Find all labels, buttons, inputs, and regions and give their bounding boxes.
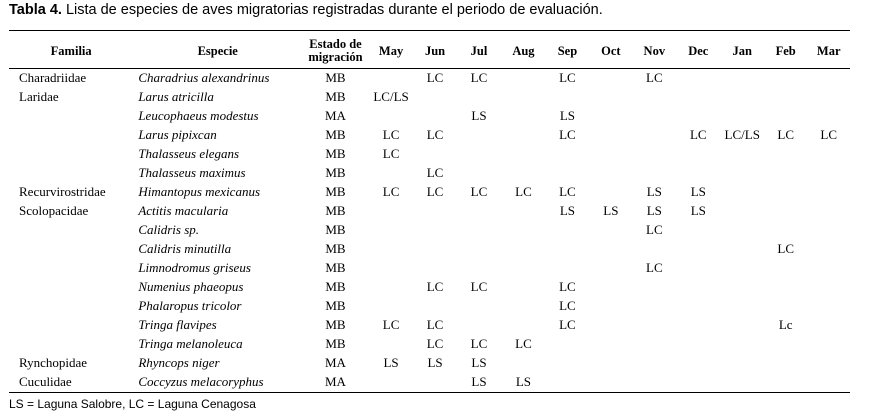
month-record-cell — [807, 68, 850, 87]
month-record-cell — [633, 296, 676, 315]
month-record-cell — [633, 277, 676, 296]
month-record-cell — [807, 182, 850, 201]
table-row — [9, 201, 850, 220]
species-cell: Calidris sp. — [138, 222, 200, 237]
month-record-cell — [764, 220, 807, 239]
caption-label: Tabla 4. — [9, 2, 62, 18]
month-record-cell — [807, 258, 850, 277]
month-record-cell — [764, 144, 807, 163]
table-row — [9, 87, 850, 106]
month-record-cell — [501, 296, 545, 315]
month-record-cell — [546, 220, 589, 239]
month-record-cell — [676, 315, 720, 334]
family-cell — [9, 163, 133, 182]
month-record-cell — [721, 258, 764, 277]
month-record-cell — [764, 163, 807, 182]
month-record-cell — [369, 239, 413, 258]
header-row — [9, 34, 850, 68]
month-record-cell — [633, 372, 676, 391]
family-cell — [9, 277, 133, 296]
month-record-cell: LC — [689, 127, 707, 142]
month-record-cell — [721, 239, 764, 258]
month-record-cell — [589, 315, 632, 334]
month-record-cell: LC — [426, 317, 444, 332]
month-record-cell — [676, 372, 720, 391]
column-header-month: Dec — [688, 43, 709, 58]
month-record-cell — [546, 353, 589, 372]
month-record-cell — [764, 334, 807, 353]
month-record-cell — [589, 106, 632, 125]
month-record-cell — [457, 239, 501, 258]
table-row — [9, 144, 850, 163]
month-record-cell — [501, 353, 545, 372]
table-row — [9, 239, 850, 258]
species-cell: Tringa melanoleuca — [138, 336, 243, 351]
month-record-cell: LC — [646, 70, 663, 85]
column-header-month: Feb — [775, 43, 796, 58]
month-record-cell — [457, 258, 501, 277]
month-record-cell — [633, 239, 676, 258]
month-record-cell — [589, 220, 632, 239]
month-record-cell — [589, 258, 632, 277]
month-record-cell: LC — [515, 184, 532, 199]
month-record-cell: LC — [820, 127, 838, 142]
month-record-cell — [721, 87, 764, 106]
month-record-cell: LS — [646, 203, 662, 218]
family-cell — [9, 220, 133, 239]
month-record-cell: LS — [559, 108, 575, 123]
month-record-cell — [589, 87, 632, 106]
month-record-cell — [807, 315, 850, 334]
species-cell: Phalaropus tricolor — [138, 298, 242, 313]
month-record-cell — [721, 296, 764, 315]
table-row — [9, 315, 850, 334]
month-record-cell — [807, 372, 850, 391]
month-record-cell — [413, 201, 456, 220]
month-record-cell — [501, 68, 545, 87]
species-cell: Himantopus mexicanus — [138, 184, 261, 199]
month-record-cell — [807, 144, 850, 163]
month-record-cell — [721, 334, 764, 353]
month-record-cell: LC — [382, 317, 400, 332]
bottom-rule — [9, 392, 850, 393]
caption-text: Lista de especies de aves migratorias registradas durante el periodo de evaluación. — [61, 2, 603, 18]
month-record-cell: LC — [470, 184, 488, 199]
month-record-cell — [369, 258, 413, 277]
family-cell — [9, 296, 133, 315]
family-cell — [9, 239, 133, 258]
month-record-cell — [721, 163, 764, 182]
month-record-cell — [589, 163, 632, 182]
month-record-cell — [369, 106, 413, 125]
month-record-cell — [633, 144, 676, 163]
month-record-cell — [546, 239, 589, 258]
month-record-cell — [764, 182, 807, 201]
month-record-cell — [589, 144, 632, 163]
family-cell: Cuculidae — [19, 374, 72, 389]
migration-status-cell: MB — [325, 260, 346, 275]
month-record-cell: LS — [471, 108, 487, 123]
month-record-cell — [369, 372, 413, 391]
month-record-cell: LC — [426, 70, 444, 85]
month-record-cell — [501, 125, 545, 144]
month-record-cell — [676, 220, 720, 239]
family-cell: Scolopacidae — [19, 203, 89, 218]
month-record-cell — [546, 372, 589, 391]
month-record-cell: LS — [603, 203, 619, 218]
column-header-species: Especie — [197, 43, 238, 58]
migration-status-cell: MB — [325, 184, 346, 199]
month-record-cell: LC — [426, 279, 444, 294]
migration-status-cell: MB — [325, 127, 346, 142]
month-record-cell — [633, 87, 676, 106]
month-record-cell — [546, 334, 589, 353]
migration-status-cell: MB — [325, 222, 346, 237]
migration-status-cell: MB — [325, 279, 346, 294]
month-record-cell — [633, 106, 676, 125]
month-record-cell — [764, 353, 807, 372]
migration-status-cell: MB — [325, 146, 346, 161]
migration-status-cell: MA — [325, 108, 346, 123]
month-record-cell — [721, 315, 764, 334]
month-record-cell — [457, 220, 501, 239]
month-record-cell — [721, 372, 764, 391]
month-record-cell — [413, 87, 456, 106]
migration-status-cell: MB — [325, 203, 346, 218]
species-cell: Thalasseus maximus — [138, 165, 246, 180]
migration-status-cell: MB — [325, 89, 346, 104]
table-row — [9, 68, 850, 87]
month-record-cell: LC — [646, 260, 663, 275]
column-header-month: May — [378, 43, 404, 58]
month-record-cell — [457, 144, 501, 163]
month-record-cell — [369, 296, 413, 315]
species-cell: Larus atricilla — [138, 89, 214, 104]
month-record-cell: LC — [777, 241, 794, 256]
month-record-cell: LC — [559, 279, 576, 294]
species-cell: Numenius phaeopus — [138, 279, 244, 294]
month-record-cell — [589, 296, 632, 315]
month-record-cell — [807, 296, 850, 315]
month-record-cell — [676, 277, 720, 296]
month-record-cell — [457, 296, 501, 315]
species-cell: Calidris minutilla — [138, 241, 232, 256]
month-record-cell — [721, 220, 764, 239]
month-record-cell — [501, 277, 545, 296]
month-record-cell — [501, 315, 545, 334]
family-cell: Charadriidae — [19, 70, 87, 85]
month-record-cell: LC — [426, 127, 444, 142]
family-cell — [9, 334, 133, 353]
month-record-cell — [633, 163, 676, 182]
table-row — [9, 125, 850, 144]
column-header-month: Jan — [732, 43, 752, 58]
table-row — [9, 296, 850, 315]
month-record-cell — [589, 239, 632, 258]
month-record-cell — [764, 106, 807, 125]
month-record-cell — [413, 258, 456, 277]
species-table — [9, 34, 850, 391]
month-record-cell — [501, 87, 545, 106]
month-record-cell — [369, 277, 413, 296]
table-row — [9, 106, 850, 125]
month-record-cell — [721, 277, 764, 296]
month-record-cell — [501, 106, 545, 125]
table-row — [9, 334, 850, 353]
month-record-cell — [457, 163, 501, 182]
month-record-cell — [764, 296, 807, 315]
month-record-cell — [413, 106, 456, 125]
month-record-cell — [413, 239, 456, 258]
month-record-cell — [721, 106, 764, 125]
migration-status-cell: MA — [325, 374, 346, 389]
month-record-cell — [546, 163, 589, 182]
month-record-cell — [633, 125, 676, 144]
table-caption — [9, 2, 603, 18]
month-record-cell: LC — [559, 184, 576, 199]
month-record-cell: LS — [646, 184, 662, 199]
migration-status-cell: MB — [325, 298, 346, 313]
month-record-cell — [413, 144, 456, 163]
migration-status-cell: MA — [325, 355, 346, 370]
column-header-migration — [302, 34, 369, 68]
table-row — [9, 163, 850, 182]
month-record-cell: LC — [382, 127, 400, 142]
month-record-cell — [501, 201, 545, 220]
column-header-month: Sep — [557, 43, 578, 58]
month-record-cell: LS — [690, 184, 706, 199]
species-cell: Tringa flavipes — [138, 317, 217, 332]
table-row — [9, 372, 850, 391]
month-record-cell: LC — [515, 336, 532, 351]
month-record-cell — [369, 334, 413, 353]
family-cell — [9, 315, 133, 334]
month-record-cell: LC — [426, 336, 444, 351]
migration-header-line1: Estado de — [309, 37, 362, 51]
family-cell — [9, 125, 133, 144]
family-cell: Laridae — [19, 89, 59, 104]
month-record-cell — [501, 258, 545, 277]
species-cell: Limnodromus griseus — [138, 260, 251, 275]
month-record-cell — [546, 144, 589, 163]
month-record-cell — [546, 87, 589, 106]
family-cell — [9, 144, 133, 163]
month-record-cell: LC/LS — [724, 127, 760, 142]
table-row — [9, 277, 850, 296]
species-cell: Coccyzus melacoryphus — [138, 374, 264, 389]
month-record-cell — [807, 239, 850, 258]
month-record-cell: Lc — [778, 317, 793, 332]
month-record-cell: LC — [559, 317, 576, 332]
month-record-cell — [589, 353, 632, 372]
month-record-cell — [764, 87, 807, 106]
month-record-cell: LS — [427, 355, 443, 370]
month-record-cell — [633, 334, 676, 353]
month-record-cell — [413, 372, 456, 391]
month-record-cell — [764, 201, 807, 220]
family-cell — [9, 106, 133, 125]
month-record-cell — [721, 68, 764, 87]
species-cell: Actitis macularia — [138, 203, 229, 218]
month-record-cell: LC — [646, 222, 663, 237]
column-header-family: Familia — [50, 43, 92, 58]
migration-status-cell: MB — [325, 165, 346, 180]
family-cell: Rynchopidae — [19, 355, 88, 370]
month-record-cell: LC/LS — [373, 89, 409, 104]
month-record-cell: LS — [690, 203, 706, 218]
month-record-cell: LC — [382, 184, 400, 199]
migration-status-cell: MB — [325, 241, 346, 256]
month-record-cell: LC — [470, 279, 488, 294]
column-header-month: Aug — [512, 43, 535, 58]
family-cell: Recurvirostridae — [19, 184, 106, 199]
migration-status-cell: MB — [325, 317, 346, 332]
month-record-cell — [501, 220, 545, 239]
month-record-cell: LC — [382, 146, 400, 161]
migration-status-cell: MB — [325, 336, 346, 351]
migration-status-cell: MB — [325, 70, 346, 85]
table-body — [9, 68, 850, 391]
month-record-cell — [501, 144, 545, 163]
month-record-cell — [589, 334, 632, 353]
month-record-cell — [501, 163, 545, 182]
month-record-cell — [807, 163, 850, 182]
month-record-cell — [676, 87, 720, 106]
month-record-cell: LS — [471, 355, 487, 370]
month-record-cell: LC — [470, 336, 488, 351]
month-record-cell — [676, 296, 720, 315]
month-record-cell — [457, 125, 501, 144]
month-record-cell: LC — [777, 127, 794, 142]
month-record-cell — [807, 334, 850, 353]
month-record-cell — [676, 353, 720, 372]
column-header-month: Jun — [424, 43, 446, 58]
month-record-cell: LS — [559, 203, 575, 218]
month-record-cell — [676, 144, 720, 163]
month-record-cell — [764, 372, 807, 391]
top-rule — [9, 30, 850, 31]
table-row — [9, 220, 850, 239]
family-cell — [9, 258, 133, 277]
month-record-cell — [721, 201, 764, 220]
month-record-cell — [721, 353, 764, 372]
month-record-cell: LS — [471, 374, 487, 389]
month-record-cell: LC — [470, 70, 488, 85]
month-record-cell — [633, 353, 676, 372]
month-record-cell — [369, 163, 413, 182]
month-record-cell: LC — [426, 165, 444, 180]
column-header-month: Nov — [643, 43, 666, 58]
month-record-cell — [676, 239, 720, 258]
month-record-cell — [676, 334, 720, 353]
month-record-cell — [676, 68, 720, 87]
month-record-cell — [721, 182, 764, 201]
species-cell: Larus pipixcan — [138, 127, 217, 142]
month-record-cell — [589, 372, 632, 391]
month-record-cell: LC — [559, 127, 576, 142]
species-cell: Charadrius alexandrinus — [138, 70, 270, 85]
month-record-cell — [413, 296, 456, 315]
month-record-cell — [413, 220, 456, 239]
month-record-cell — [589, 68, 632, 87]
month-record-cell — [457, 201, 501, 220]
month-record-cell — [807, 220, 850, 239]
month-record-cell — [457, 315, 501, 334]
month-record-cell — [546, 258, 589, 277]
species-cell: Rhyncops niger — [138, 355, 220, 370]
month-record-cell: LC — [559, 70, 576, 85]
month-record-cell — [807, 353, 850, 372]
month-record-cell — [764, 277, 807, 296]
column-header-month: Mar — [816, 43, 841, 58]
table-row — [9, 353, 850, 372]
month-record-cell — [369, 220, 413, 239]
migration-header-line2: migración — [308, 50, 363, 64]
month-record-cell: LC — [559, 298, 576, 313]
month-record-cell — [721, 144, 764, 163]
column-header-month: Oct — [601, 43, 621, 58]
month-record-cell — [676, 106, 720, 125]
month-record-cell: LC — [426, 184, 444, 199]
column-header-month: Jul — [470, 43, 488, 58]
month-record-cell — [369, 201, 413, 220]
month-record-cell — [764, 258, 807, 277]
month-record-cell — [676, 163, 720, 182]
month-record-cell — [807, 277, 850, 296]
month-record-cell — [589, 277, 632, 296]
month-record-cell — [807, 106, 850, 125]
table-row — [9, 258, 850, 277]
month-record-cell — [764, 68, 807, 87]
month-record-cell — [369, 68, 413, 87]
month-record-cell — [589, 125, 632, 144]
month-record-cell: LS — [383, 355, 399, 370]
month-record-cell: LS — [515, 374, 532, 389]
species-cell: Thalasseus elegans — [138, 146, 240, 161]
month-record-cell — [676, 258, 720, 277]
table-row — [9, 182, 850, 201]
species-cell: Leucophaeus modestus — [138, 108, 259, 123]
month-record-cell — [807, 87, 850, 106]
month-record-cell — [501, 239, 545, 258]
month-record-cell — [807, 201, 850, 220]
table-footnote: LS = Laguna Salobre, LC = Laguna Cenagosa — [9, 397, 256, 411]
month-record-cell — [589, 182, 632, 201]
month-record-cell — [633, 315, 676, 334]
month-record-cell — [457, 87, 501, 106]
